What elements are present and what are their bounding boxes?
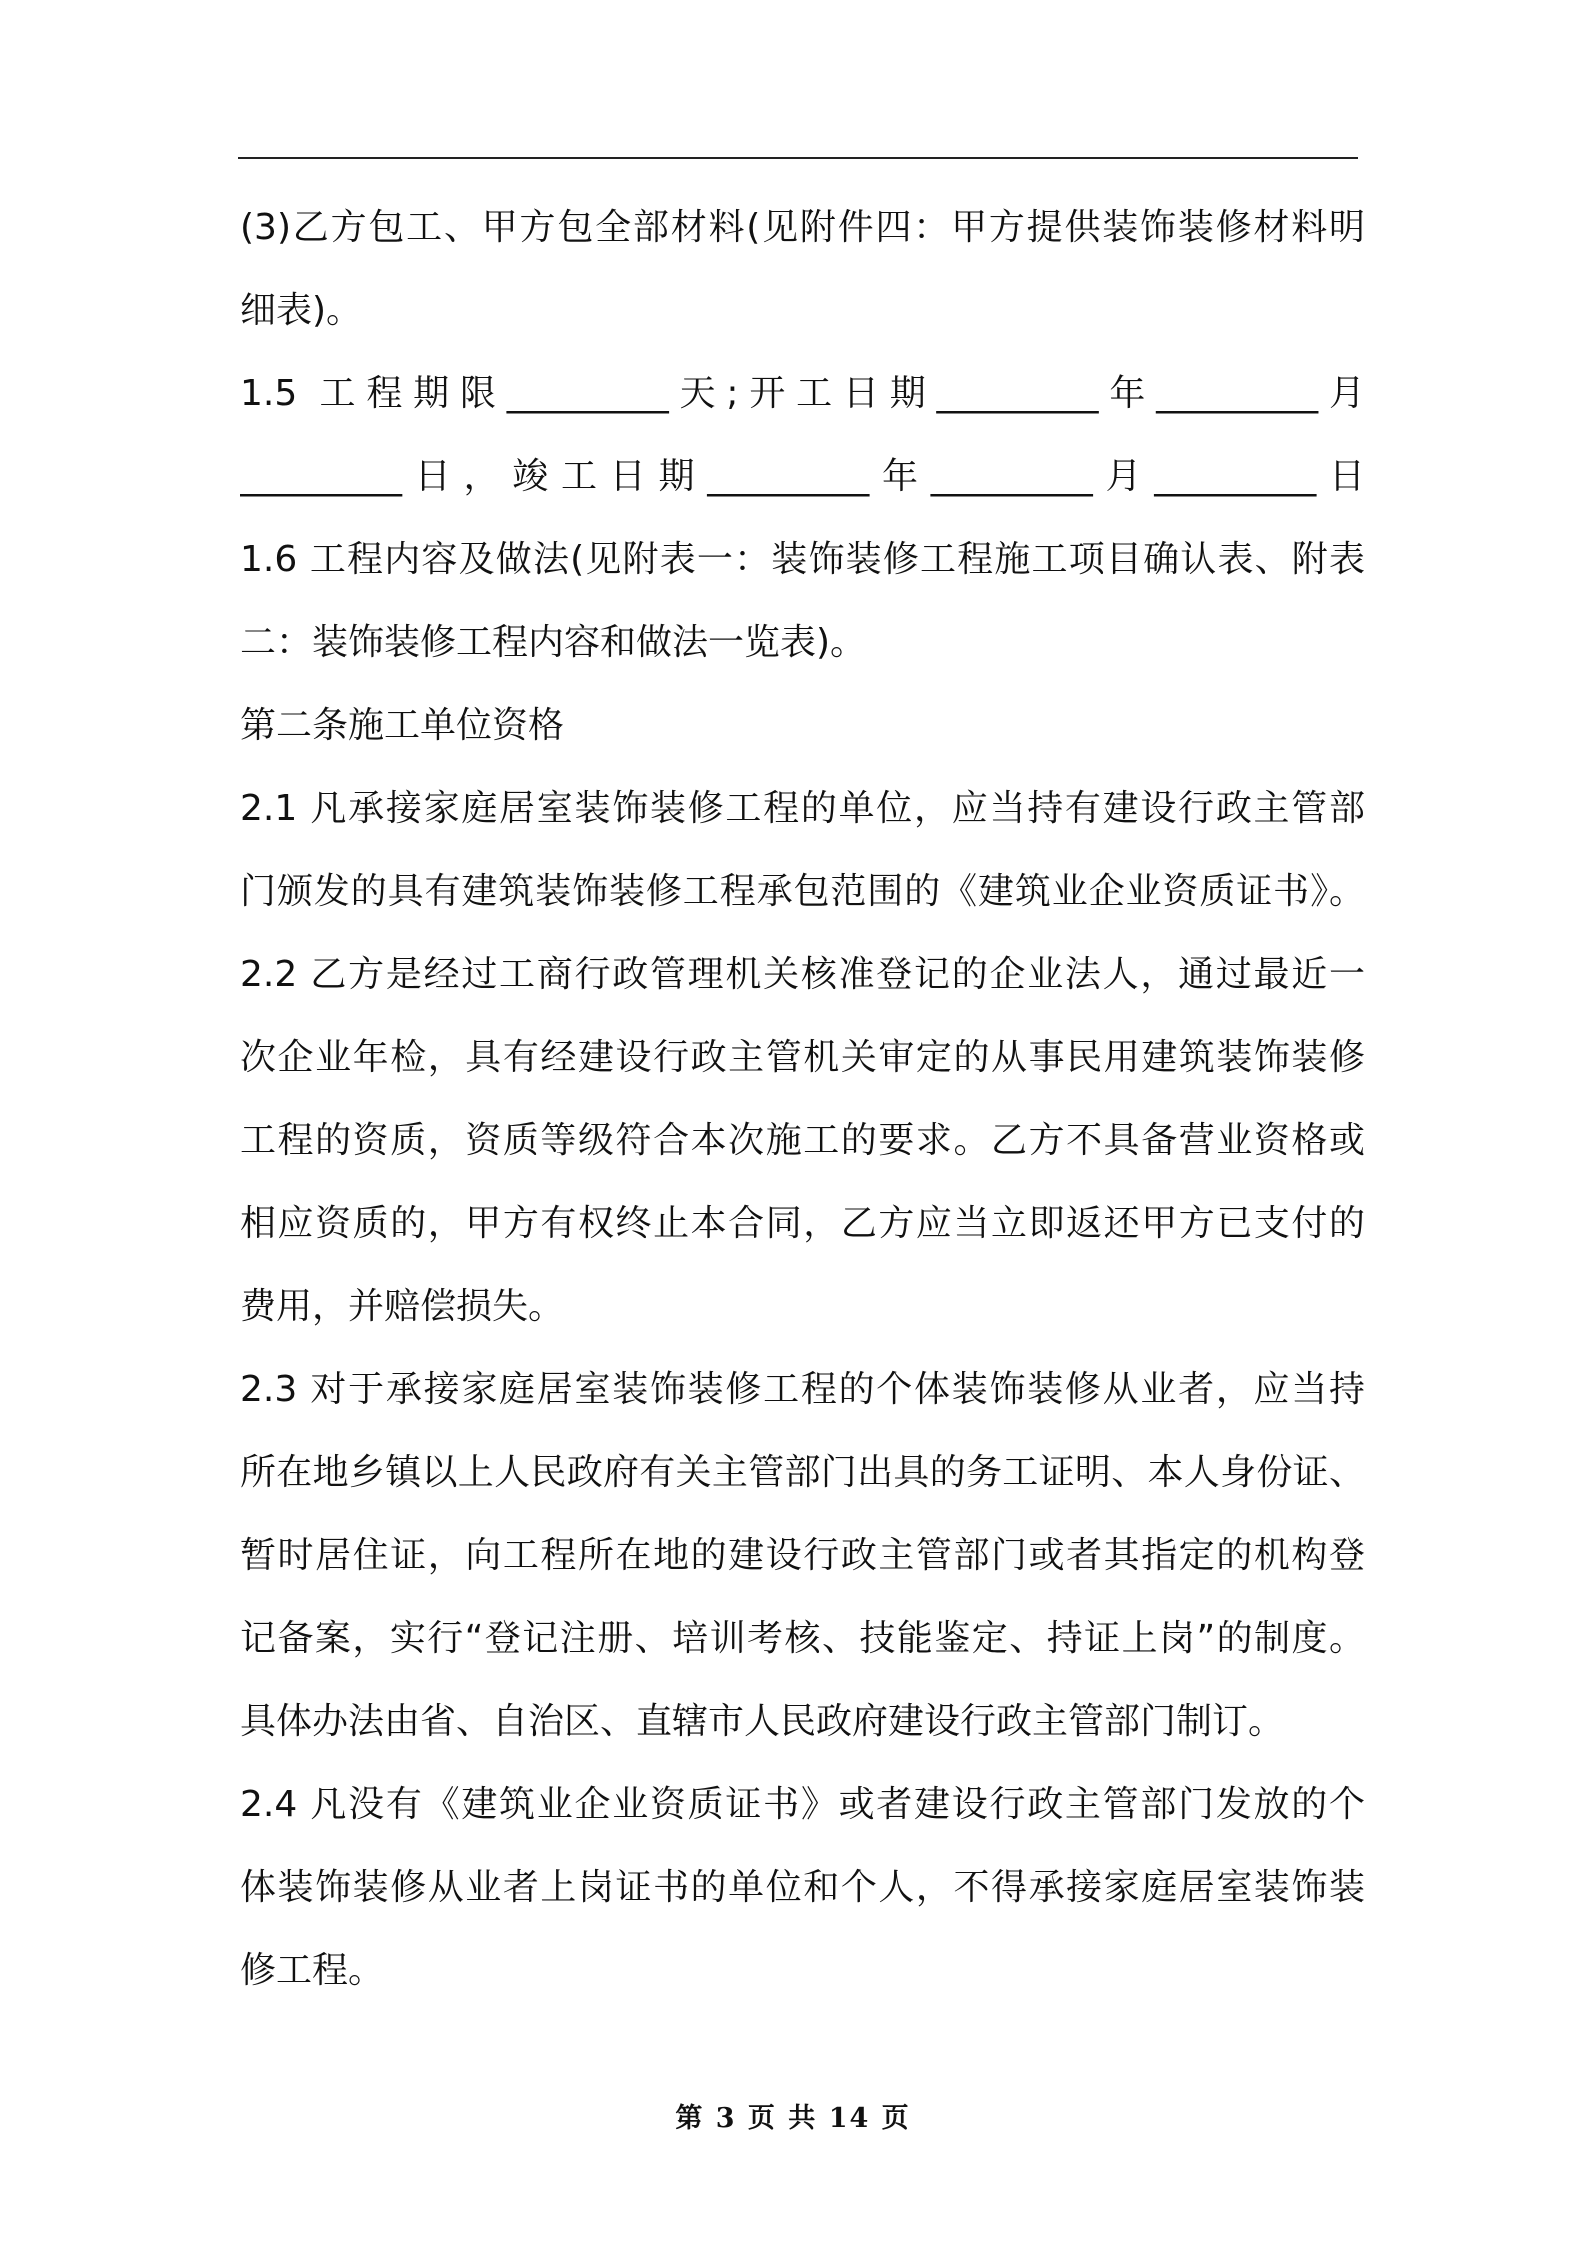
- text-line: 2.3 对于承接家庭居室装饰装修工程的个体装饰装修从业者，应当持: [240, 1369, 1365, 1410]
- text-line: 2.1 凡承接家庭居室装饰装修工程的单位，应当持有建设行政主管部: [240, 788, 1365, 829]
- document-body: [240, 186, 1365, 2012]
- text-line: _________日，竣工日期_________年_________月_________日: [240, 456, 1365, 497]
- text-line: 1.5 工程期限_________天;开工日期_________年_________月: [240, 373, 1365, 414]
- text-line: 具体办法由省、自治区、直辖市人民政府建设行政主管部门制订。: [240, 1701, 1285, 1742]
- page-number-footer: 第 3 页 共 14 页: [675, 2103, 911, 2134]
- text-line: 门颁发的具有建筑装饰装修工程承包范围的《建筑业企业资质证书》。: [240, 871, 1365, 912]
- text-line: 2.2 乙方是经过工商行政管理机关核准登记的企业法人，通过最近一: [240, 954, 1365, 995]
- text-line: 相应资质的，甲方有权终止本合同，乙方应当立即返还甲方已支付的: [240, 1203, 1365, 1244]
- text-line: 细表)。: [240, 290, 363, 331]
- text-line: 暂时居住证，向工程所在地的建设行政主管部门或者其指定的机构登: [240, 1535, 1365, 1576]
- text-line: 工程的资质，资质等级符合本次施工的要求。乙方不具备营业资格或: [240, 1120, 1365, 1161]
- text-line: 二：装饰装修工程内容和做法一览表)。: [240, 622, 867, 663]
- header-rule: [238, 157, 1358, 159]
- text-line: 修工程。: [240, 1950, 385, 1991]
- text-line: 所在地乡镇以上人民政府有关主管部门出具的务工证明、本人身份证、: [240, 1452, 1365, 1493]
- text-line: 费用，并赔偿损失。: [240, 1286, 565, 1327]
- text-line: 次企业年检，具有经建设行政主管机关审定的从事民用建筑装饰装修: [240, 1037, 1365, 1078]
- text-line: 记备案，实行“登记注册、培训考核、技能鉴定、持证上岗”的制度。: [240, 1618, 1365, 1659]
- text-line: 体装饰装修从业者上岗证书的单位和个人，不得承接家庭居室装饰装: [240, 1867, 1365, 1908]
- text-line: 2.4 凡没有《建筑业企业资质证书》或者建设行政主管部门发放的个: [240, 1784, 1365, 1825]
- text-line: (3)乙方包工、甲方包全部材料(见附件四：甲方提供装饰装修材料明: [240, 207, 1365, 248]
- text-line: 1.6 工程内容及做法(见附表一：装饰装修工程施工项目确认表、附表: [240, 539, 1365, 580]
- text-line: 第二条施工单位资格: [240, 705, 565, 746]
